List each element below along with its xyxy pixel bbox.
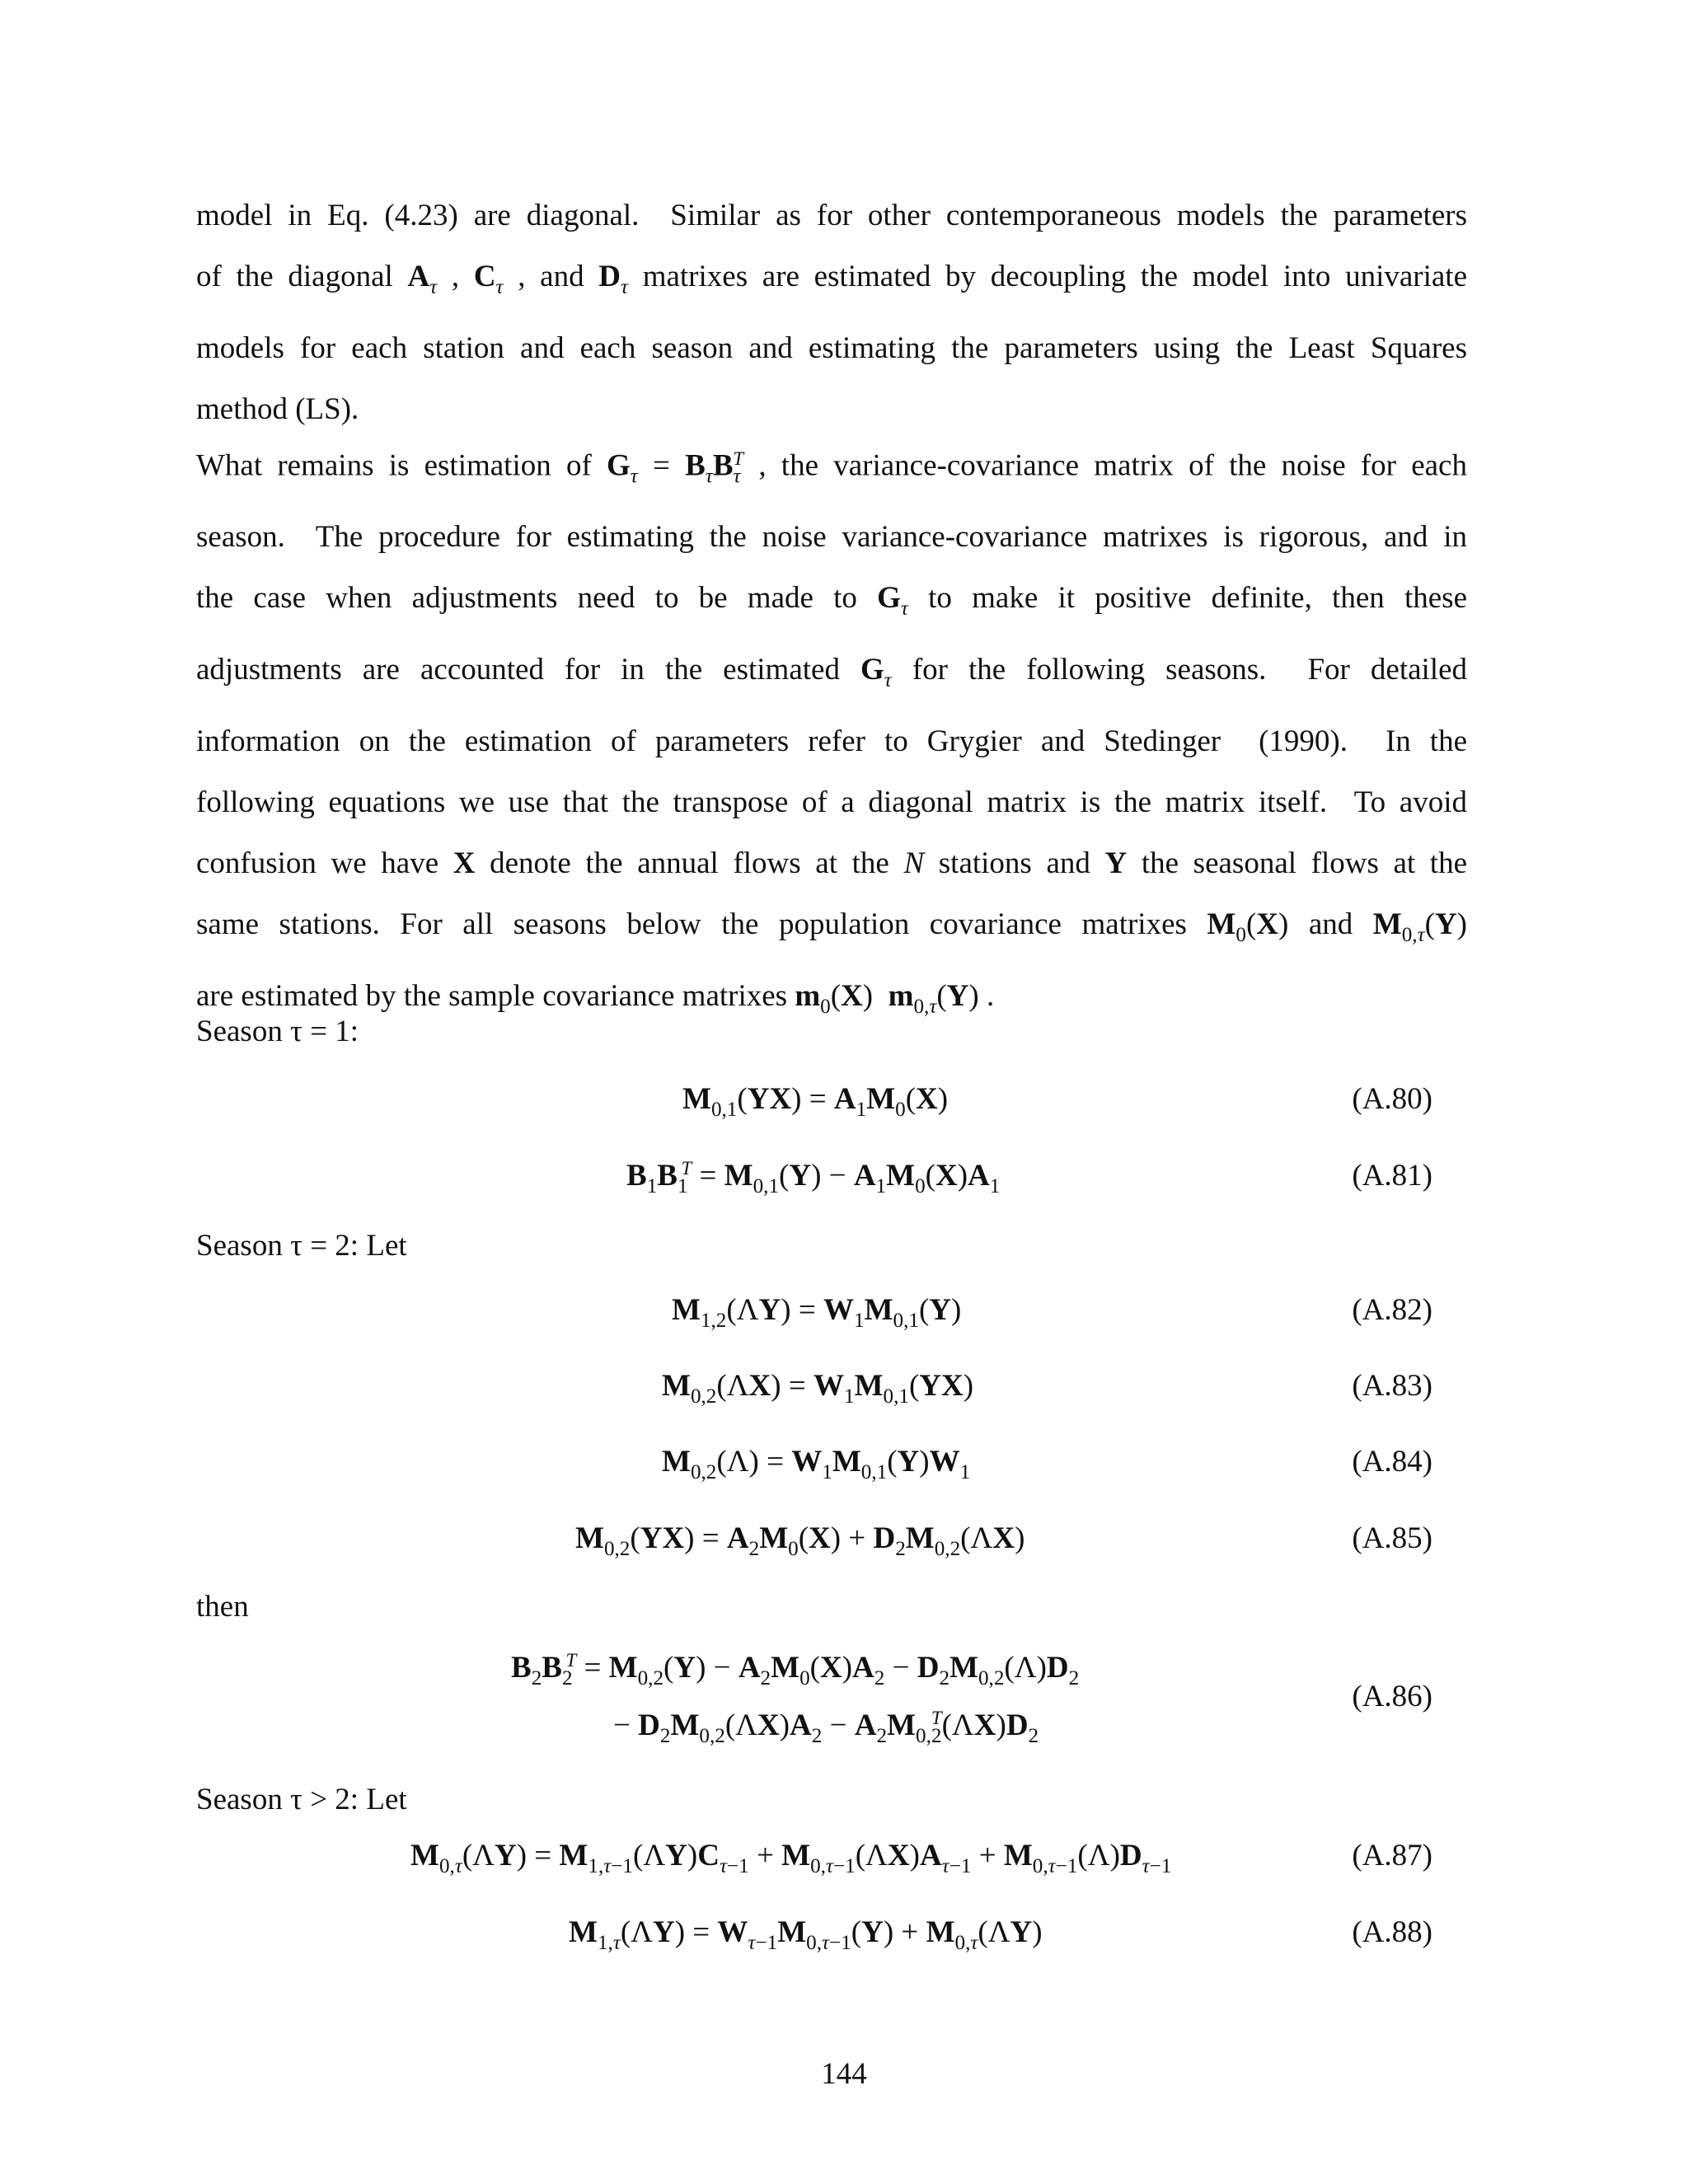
page-number: 144 bbox=[821, 2057, 867, 2091]
paragraph-2-line-7: confusion we have X denote the annual flows at the N stations and Y the seasonal flows at the bbox=[196, 846, 1468, 880]
paragraph-1-line-1: model in Eq. (4.23) are diagonal. Similar as for other contemporaneous models the parameters bbox=[196, 199, 1467, 232]
equation-number-a83: (A.83) bbox=[1352, 1369, 1432, 1403]
equation-a87: $M_{0,\tau}(\Lambda Y) = M_{1,\tau-1}(\Lambda Y)C_{\tau-1} + M_{0,\tau-1}(\Lambda X)A_{\tau-1} + M_{0,\tau-1}(\Lambda)D_{\tau-1}$ bbox=[410, 1839, 1172, 1877]
equation-number-a84: (A.84) bbox=[1352, 1445, 1432, 1479]
equation-number-a88: (A.88) bbox=[1352, 1915, 1432, 1949]
equation-a86-line-1: $B_2B_2^T = M_{0,2}(Y) - A_2M_0(X)A_2 - D_2M_{0,2}(\Lambda)D_2$ bbox=[511, 1650, 1080, 1690]
equation-a86-line-2: − $D_2M_{0,2}(\Lambda X)A_2 - A_2M_{0,2}^T(\Lambda X)D_2$ bbox=[613, 1708, 1039, 1747]
paragraph-2 bbox=[196, 429, 1467, 1038]
paragraph-1 bbox=[196, 185, 1467, 440]
paragraph-2-line-1: What remains is estimation of $G_\tau = B_\tau B_\tau^T$ , the variance-covariance matrix of the noise for each bbox=[196, 448, 1467, 488]
equation-a82: $M_{1,2}(\Lambda Y) = W_1M_{0,1}(Y)$ bbox=[672, 1293, 962, 1332]
equation-number-a82: (A.82) bbox=[1352, 1293, 1432, 1327]
equation-number-a80: (A.80) bbox=[1352, 1082, 1432, 1116]
equation-a84: $M_{0,2}(\Lambda) = W_1M_{0,1}(Y)W_1$ bbox=[662, 1445, 971, 1483]
season-3-label: Season τ > 2: Let bbox=[196, 1783, 407, 1816]
paragraph-1-line-4: method (LS). bbox=[196, 391, 359, 426]
paragraph-2-line-6: following equations we use that the transpose of a diagonal matrix is the matrix itself. To avoid bbox=[196, 785, 1467, 819]
paragraph-1-line-3: models for each station and each season and estimating the parameters using the Least Squares bbox=[196, 330, 1467, 365]
paragraph-2-line-4: adjustments are accounted for in the estimated $G_\tau$ for the following seasons. For detailed bbox=[196, 653, 1467, 691]
paragraph-2-line-3: the case when adjustments need to be made to $G_\tau$ to make it positive definite, then these bbox=[196, 581, 1467, 621]
paragraph-2-line-8: same stations. For all seasons below the population covariance matrixes $M_0(X)$ and $M_{0,\tau}(Y)$ bbox=[196, 907, 1467, 946]
equation-number-a85: (A.85) bbox=[1352, 1521, 1432, 1555]
season-1-label: Season τ = 1: bbox=[196, 1015, 359, 1048]
season-2-label: Season τ = 2: Let bbox=[196, 1229, 407, 1263]
paragraph-2-line-5: information on the estimation of parameters refer to Grygier and Stedinger (1990). In the bbox=[196, 724, 1467, 758]
equation-number-a86: (A.86) bbox=[1352, 1680, 1432, 1713]
paragraph-2-line-9: are estimated by the sample covariance matrixes $m_0(X)$ $m_{0,\tau}(Y)$ . bbox=[196, 978, 995, 1018]
then-label: then bbox=[196, 1590, 249, 1624]
equation-a88: $M_{1,\tau}(\Lambda Y) = W_{\tau-1}M_{0,\tau-1}(Y) + M_{0,\tau}(\Lambda Y)$ bbox=[569, 1915, 1043, 1954]
equation-number-a81: (A.81) bbox=[1352, 1159, 1432, 1193]
paragraph-1-line-2: of the diagonal $A_\tau$ , $C_\tau$ , and $D_\tau$ matrixes are estimated by decoupling the model into univariate bbox=[196, 260, 1468, 298]
equation-a83: $M_{0,2}(\Lambda X) = W_1M_{0,1}(YX)$ bbox=[662, 1369, 974, 1408]
equation-number-a87: (A.87) bbox=[1352, 1839, 1432, 1872]
equation-a81: $B_1B_1^T = M_{0,1}(Y) - A_1M_0(X)A_1$ bbox=[626, 1158, 1001, 1197]
equation-a85: $M_{0,2}(YX) = A_2M_0(X) + D_2M_{0,2}(\Lambda X)$ bbox=[575, 1521, 1025, 1560]
equation-a80: $M_{0,1}(YX) = A_1M_0(X)$ bbox=[682, 1082, 949, 1121]
paragraph-2-line-2: season. The procedure for estimating the noise variance-covariance matrixes is rigorous, and in bbox=[196, 520, 1467, 555]
